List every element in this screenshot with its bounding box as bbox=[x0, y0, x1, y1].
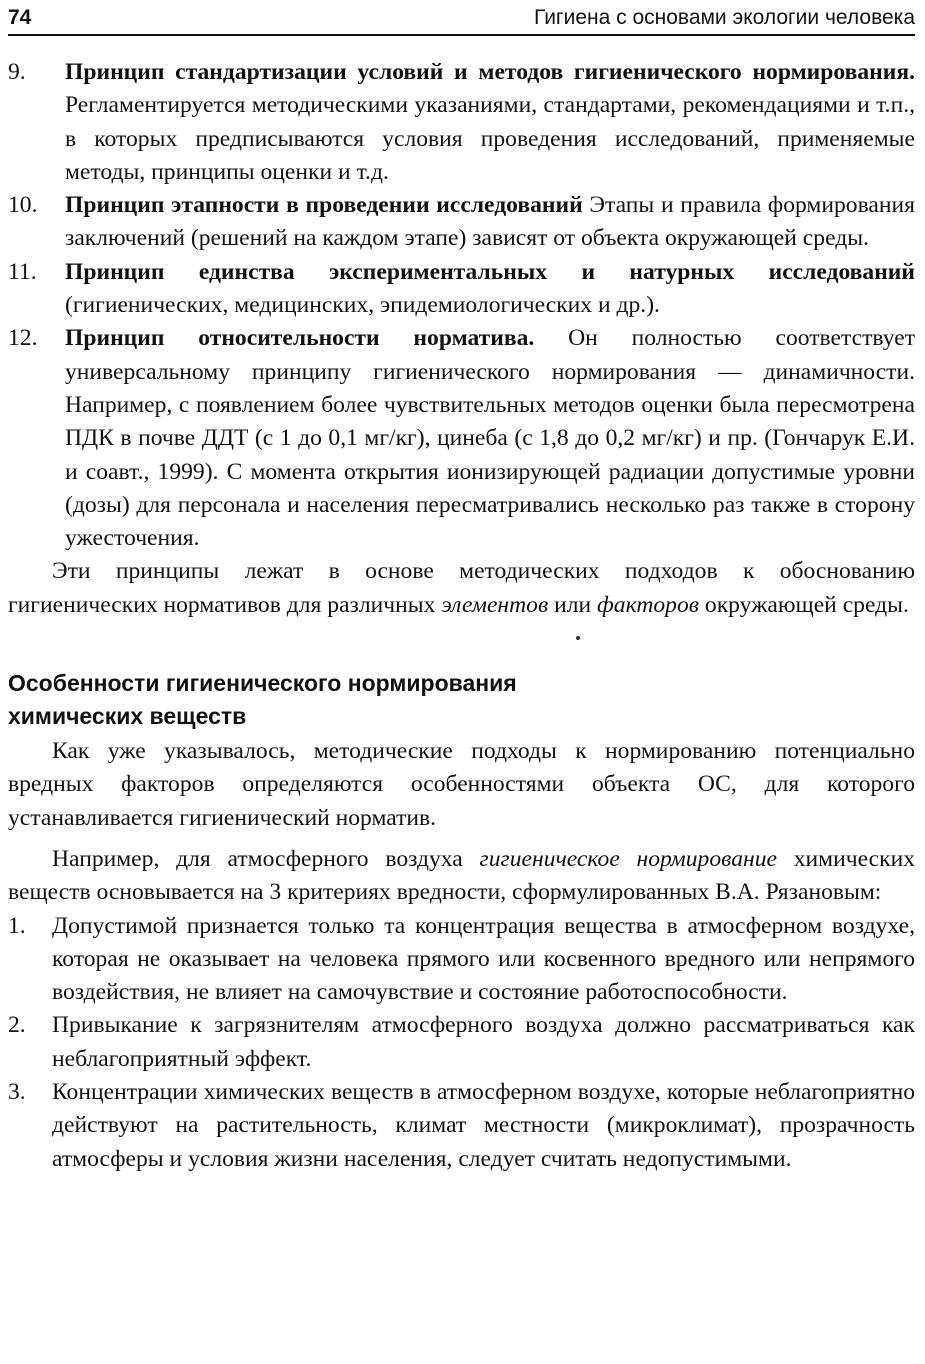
emphasis-hygienic-regulation: гигиеническое нормирование bbox=[479, 845, 777, 872]
item-number: 9. bbox=[8, 59, 26, 85]
criterion-item-1 bbox=[8, 910, 915, 1010]
principle-title: Принцип относительности норматива. bbox=[65, 325, 535, 352]
criterion-text: Допустимой признается только та концентрация вещества в атмосферном воздухе, которая не оказывает на человека прямого или косвенного вредного или непрямого воздействия, не влияет на самочувствие и состояние работоспособности. bbox=[52, 912, 915, 1006]
section-paragraph-2: Например, для атмосферного воздуха гигиеническое нормирование химических веществ основывается на 3 критериях вредности, сформулированных В.А. Рязановым: bbox=[8, 845, 915, 906]
principle-title: Принцип единства экспериментальных и натурных исследований bbox=[65, 258, 915, 285]
criterion-text: Привыкание к загрязнителям атмосферного воздуха должно рассматриваться как неблагоприятный эффект. bbox=[52, 1012, 915, 1072]
running-title: Гигиена с основами экологии человека bbox=[534, 6, 915, 29]
criterion-item-3 bbox=[8, 1076, 915, 1176]
principle-text: Регламентируется методическими указаниями, стандартами, рекомендациями и т.п., в которых предписываются условия проведения исследований, применяемые методы, принципы оценки и т.д. bbox=[65, 92, 915, 185]
principle-text: (гигиенических, медицинских, эпидемиологических и др.). bbox=[65, 292, 660, 319]
principle-text: Этапы и правила формирования заключений (решений на каждом этапе) зависят от объекта окружающей среды. bbox=[65, 192, 915, 252]
criterion-text: Концентрации химических веществ в атмосферном воздухе, которые неблагоприятно действуют на растительность, климат местности (микроклимат), прозрачность атмосферы и условия жизни населения, следует считать недопустимыми. bbox=[52, 1079, 915, 1172]
principle-item-11 bbox=[8, 256, 915, 323]
item-number: 3. bbox=[8, 1079, 26, 1106]
stray-mark bbox=[8, 622, 915, 659]
section-paragraph-1: Как уже указывалось, методические подходы к нормированию потенциально вредных факторов определяются особенностями объекта ОС, для которого устанавливается гигиенический норматив. bbox=[8, 738, 915, 831]
item-number: 1. bbox=[8, 912, 26, 939]
section-heading: Особенности гигиенического нормирования химических веществ bbox=[8, 670, 517, 730]
principle-item-12 bbox=[8, 322, 915, 555]
item-number: 10. bbox=[8, 192, 38, 219]
criterion-item-2 bbox=[8, 1009, 915, 1076]
principles-list bbox=[8, 56, 915, 555]
principle-title: Принцип стандартизации условий и методов гигиенического нормирования. bbox=[65, 59, 915, 85]
emphasis-elements: элементов bbox=[441, 591, 549, 618]
summary-paragraph: Эти принципы лежат в основе методических подходов к обоснованию гигиенических нормативов для различных элементов или факторов окружающей среды. bbox=[8, 558, 915, 618]
running-header bbox=[8, 4, 915, 36]
principle-text: Он полностью соответствует универсальному принципу гигиенического нормирования — динамичности. Например, с появлением более чувствительных методов оценки была пересмотрена ПДК в почве ДДТ (с 1 до 0,1 мг/кг), цинеба (с 1,8 до 0,2 мг/кг) и пр. (Гончарук Е.И. и соавт., 1999). С момента открытия ионизирующей радиации допустимые уровни (дозы) для персонала и населения пересматривались несколько раз также в сторону ужесточения. bbox=[65, 325, 916, 552]
item-number: 11. bbox=[8, 258, 37, 285]
item-number: 12. bbox=[8, 325, 38, 352]
criteria-list bbox=[8, 910, 915, 1176]
page-number: 74 bbox=[8, 6, 32, 29]
principle-item-10 bbox=[8, 189, 915, 256]
page-body bbox=[8, 56, 915, 1176]
item-number: 2. bbox=[8, 1012, 26, 1039]
principle-item-9 bbox=[8, 56, 915, 189]
principle-title: Принцип этапности в проведении исследований bbox=[65, 192, 583, 219]
emphasis-factors: факторов bbox=[597, 591, 699, 618]
